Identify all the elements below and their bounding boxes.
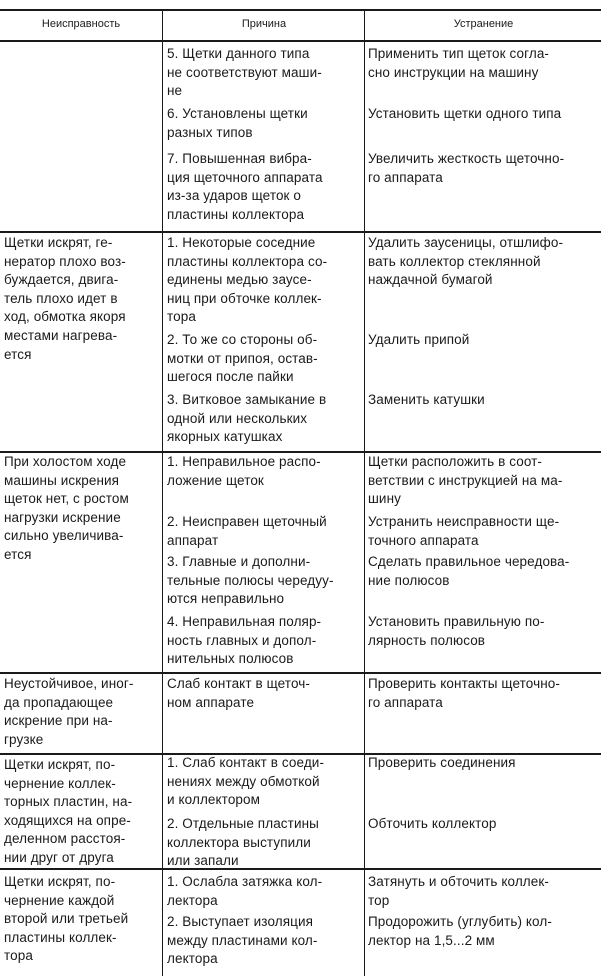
- remedy-cell: Установить правильную по- лярность полюсов: [368, 614, 545, 648]
- column-divider-1: [162, 9, 163, 976]
- header-fault: Неисправность: [41, 18, 121, 30]
- cause-cell: 2. Неисправен щеточный аппарат: [167, 514, 327, 548]
- remedy-cell: Удалить заусеницы, отшлифо- вать коллектор стеклянной наждачной бумагой: [368, 235, 564, 288]
- cause-cell: 6. Установлены щетки разных типов: [167, 106, 308, 140]
- row-separator: [0, 231, 601, 233]
- cause-cell: 3. Главные и дополни- тельные полюсы чередуу- ются неправильно: [167, 554, 334, 607]
- cause-cell: 7. Повышенная вибра- ция щеточного аппарата из-за ударов щеток о пластины коллектора: [167, 151, 323, 222]
- cause-cell: 1. Слаб контакт в соеди- нениях между обмоткой и коллектором: [167, 755, 325, 808]
- fault-cell: При холостом ходе машины искрения щеток нет, с ростом нагрузки искрение сильно увеличива- ется: [4, 454, 129, 562]
- remedy-cell: Щетки расположить в соот- ветствии с инструкцией на ма- шину: [368, 454, 563, 507]
- remedy-cell: Заменить катушки: [368, 392, 485, 407]
- cause-cell: 4. Неправильная поляр- ность главных и допол- нительных полюсов: [167, 614, 322, 667]
- remedy-cell: Затянуть и обточить коллек- тор: [368, 874, 549, 908]
- remedy-cell: Устранить неисправности ще- точного аппарата: [368, 514, 560, 548]
- remedy-cell: Сделать правильное чередова- ние полюсов: [368, 554, 570, 588]
- remedy-cell: Удалить припой: [368, 332, 470, 347]
- column-divider-2: [364, 9, 365, 976]
- cause-cell: 1. Ослабла затяжка кол- лектора: [167, 874, 323, 908]
- remedy-cell: Применить тип щеток согла- сно инструкции на машину: [368, 46, 550, 80]
- header-bottom-rule: [0, 40, 601, 42]
- remedy-cell: Увеличить жесткость щеточно- го аппарата: [368, 151, 565, 185]
- fault-cell: Щетки искрят, ге- нератор плохо воз- буждается, двига- тель плохо идет в ход, обмотка якоря местами нагрева- ется: [4, 235, 126, 362]
- fault-cell: Щетки искрят, по- чернение каждой второй или третьей пластины коллек- тора: [4, 874, 129, 964]
- cause-cell: 1. Неправильное распо- ложение щеток: [167, 454, 321, 488]
- cause-cell: 1. Некоторые соседние пластины коллектора со- единены медью заусе- ниц при обточке коллек- тора: [167, 235, 328, 325]
- cause-cell: Слаб контакт в щеточ- ном аппарате: [167, 676, 310, 710]
- fault-cell: Неустойчивое, иног- да пропадающее искрение при на- грузке: [4, 676, 134, 747]
- remedy-cell: Проверить соединения: [368, 755, 516, 770]
- remedy-cell: Проверить контакты щеточно- го аппарата: [368, 676, 560, 710]
- row-separator: [0, 672, 601, 674]
- cause-cell: 2. Выступает изоляция между пластинами кол- лектора: [167, 914, 318, 967]
- header-cause: Причина: [241, 18, 287, 30]
- cause-cell: 2. То же со стороны об- мотки от припоя, остав- шегося после пайки: [167, 332, 318, 385]
- header-remedy: Устранение: [453, 18, 514, 30]
- fault-cell: Щетки искрят, по- чернение коллек- торных пластин, на- ходящихся на опре- деленном расстоя- нии друг от друга: [4, 757, 133, 865]
- cause-cell: 3. Витковое замыкание в одной или нескольких якорных катушках: [167, 392, 327, 445]
- remedy-cell: Установить щетки одного типа: [368, 106, 562, 121]
- cause-cell: 2. Отдельные пластины коллектора выступили или запали: [167, 816, 319, 869]
- cause-cell: 5. Щетки данного типа не соответствуют маши- не: [167, 46, 322, 99]
- remedy-cell: Обточить коллектор: [368, 816, 497, 831]
- remedy-cell: Продорожить (углубить) кол- лектор на 1,5...2 мм: [368, 914, 552, 948]
